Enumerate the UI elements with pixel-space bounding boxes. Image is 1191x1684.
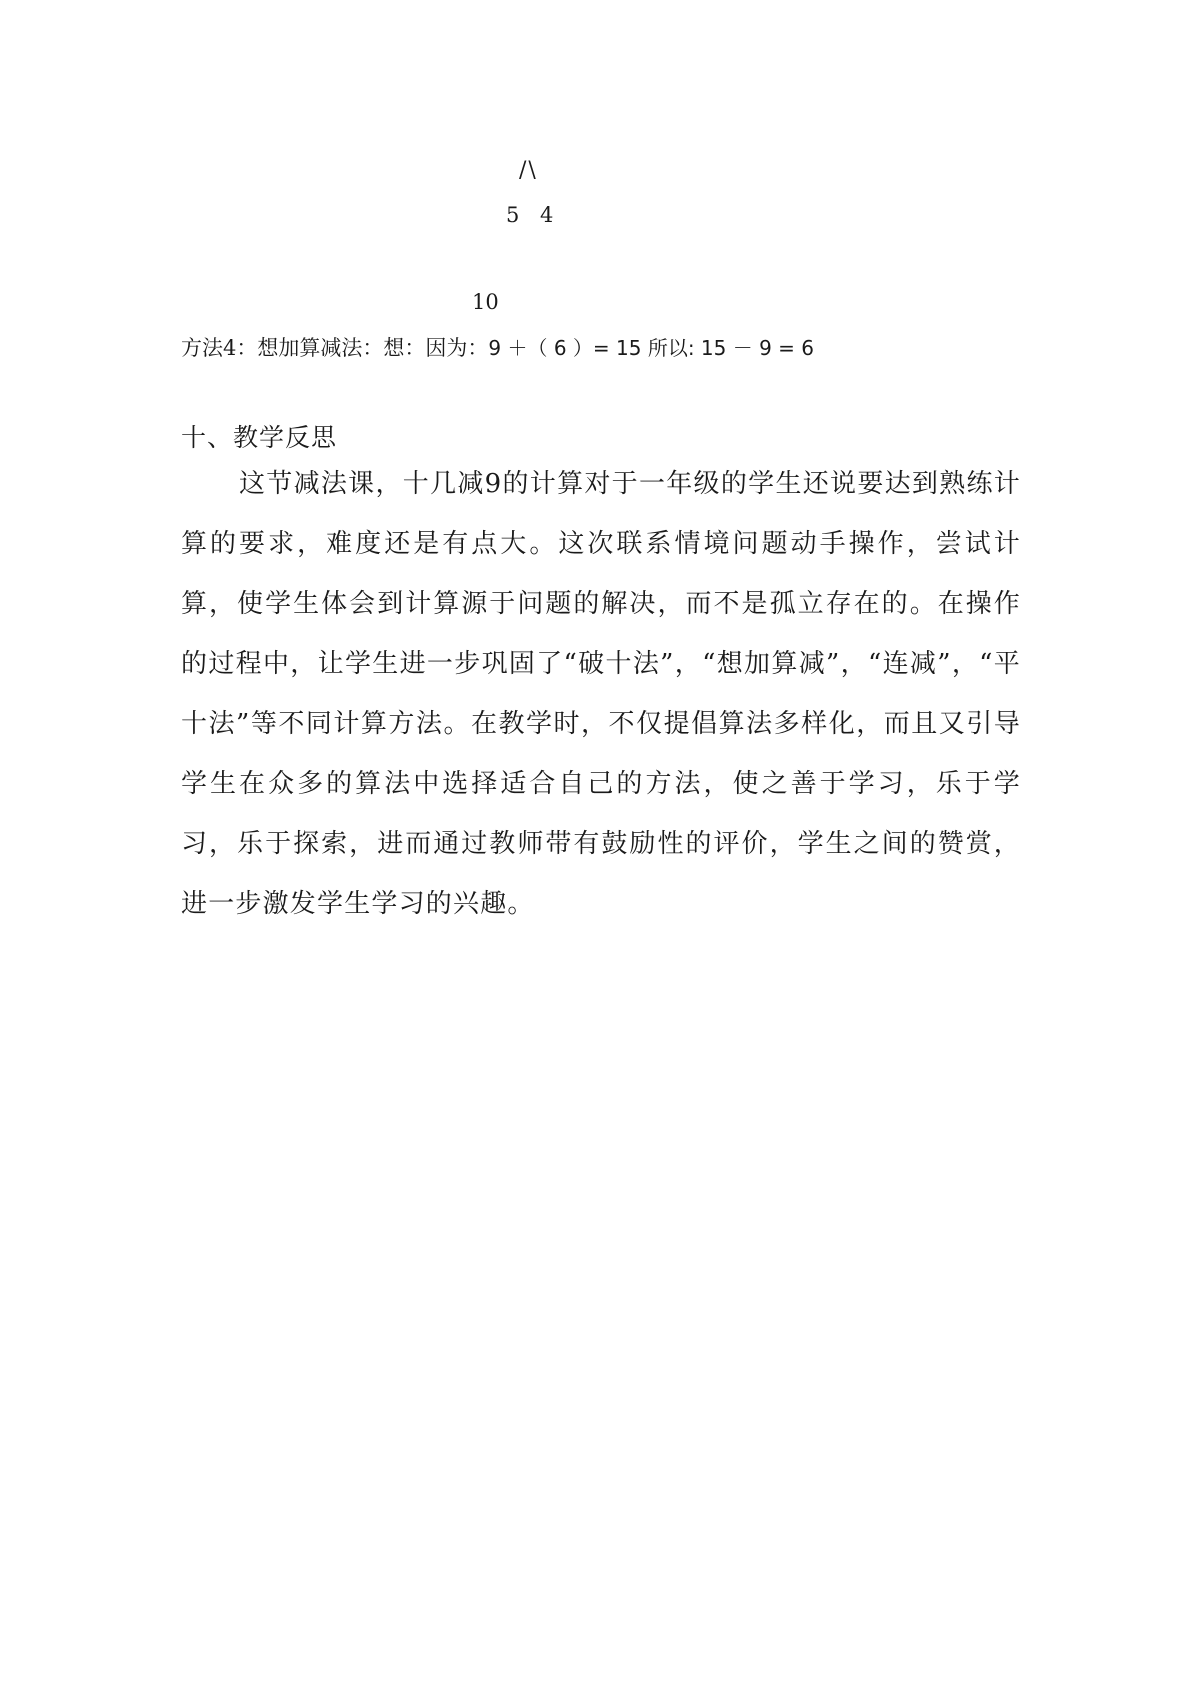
reflection-paragraph: 这节减法课，十几减9的计算对于一年级的学生还说要达到熟练计算的要求，难度还是有点大。这次联系情境问题动手操作，尝试计算，使学生体会到计算源于问题的解决，而不是孤立存在的。在操作的过程中，让学生进一步巩固了“破十法”，“想加算减”，“连减”，“平十法”等不同计算方法。在教学时，不仅提倡算法多样化，而且又引导学生在众多的算法中选择适合自己的方法，使之善于学习，乐于学习，乐于探索，进而通过教师带有鼓励性的评价，学生之间的赞赏，进一步激发学生学习的兴趣。 <box>181 469 1021 919</box>
ten-label: 10 <box>472 290 499 314</box>
split-numbers: 5 4 <box>506 203 554 227</box>
split-branch-mark: /\ <box>519 158 538 183</box>
method4-formula: 9 ＋（ 6 ）= 15 所以: 15 － 9 = 6 <box>488 336 814 360</box>
section-heading: 十、教学反思 <box>181 423 338 452</box>
method4-label: 方法4：想加算减法：想：因为： <box>181 336 489 360</box>
method4-line <box>181 332 814 362</box>
reflection-block <box>181 454 1021 934</box>
